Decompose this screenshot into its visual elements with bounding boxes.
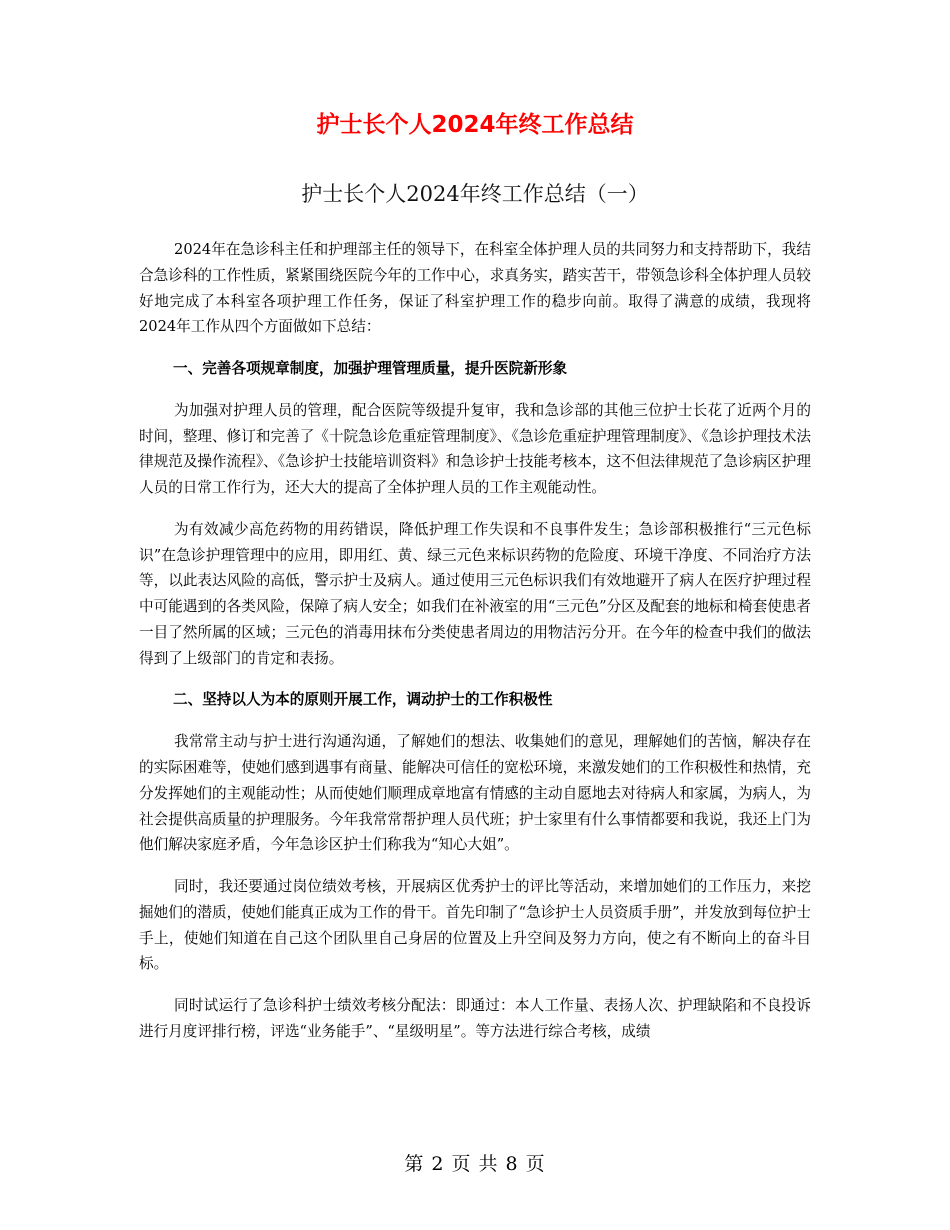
body-paragraph: 为有效减少高危药物的用药错误，降低护理工作失误和不良事件发生；急诊部积极推行“三元色标识”在急诊护理管理中的应用，即用红、黄、绿三元色来标识药物的危险度、环境干净度、不同治疗方法等，以此表达风险的高低，警示护士及病人。通过使用三元色标识我们有效地避开了病人在医疗护理过程中可能遇到的各类风险，保障了病人安全；如我们在补液室的用“三元色”分区及配套的地标和椅套使患者一目了然所属的区域；三元色的消毒用抹布分类使患者周边的用物洁污分开。在今年的检查中我们的做法得到了上级部门的肯定和表扬。 — [139, 520, 811, 667]
body-paragraph: 我常常主动与护士进行沟通沟通，了解她们的想法、收集她们的意见，理解她们的苦恼，解决存在的实际困难等，使她们感到遇事有商量、能解决可信任的宽松环境，来激发她们的工作积极性和热情，充分发挥她们的主观能动性；从而使她们顺理成章地富有情感的主动自愿地去对待病人和家属，为病人，为社会提供高质量的护理服务。今年我常常帮护理人员代班；护士家里有什么事情都要和我说，我还上门为他们解决家庭矛盾，今年急诊区护士们称我为“知心大姐”。 — [139, 733, 811, 854]
section-heading: 一、完善各项规章制度，加强护理管理质量，提升医院新形象 — [173, 359, 568, 377]
body-paragraph: 为加强对护理人员的管理，配合医院等级提升复审，我和急诊部的其他三位护士长花了近两个月的时间，整理、修订和完善了《十院急诊危重症管理制度》、《急诊危重症护理管理制度》、《急诊护理技术法律规范及操作流程》、《急诊护士技能培训资料》和急诊护士技能考核本，这不但法律规范了急诊病区护理人员的日常工作行为，还大大的提高了全体护理人员的工作主观能动性。 — [139, 401, 811, 497]
document-title: 护士长个人2024年终工作总结 — [316, 112, 634, 138]
section-heading: 二、坚持以人为本的原则开展工作，调动护士的工作积极性 — [173, 691, 553, 709]
body-paragraph: 同时，我还要通过岗位绩效考核，开展病区优秀护士的评比等活动，来增加她们的工作压力，来挖掘她们的潜质，使她们能真正成为工作的骨干。首先印制了“急诊护士人员资质手册”，并发放到每位护士手上，使她们知道在自己这个团队里自己身居的位置及上升空间及努力方向，使之有不断向上的奋斗目标。 — [139, 877, 811, 973]
document-body — [139, 237, 811, 1060]
body-paragraph: 2024年在急诊科主任和护理部主任的领导下，在科室全体护理人员的共同努力和支持帮助下，我结合急诊科的工作性质，紧紧围绕医院今年的工作中心，求真务实，踏实苦干，带领急诊科全体护理人员较好地完成了本科室各项护理工作任务，保证了科室护理工作的稳步向前。取得了满意的成绩，我现将2024年工作从四个方面做如下总结： — [139, 241, 811, 336]
document-subtitle: 护士长个人2024年终工作总结（一） — [301, 182, 649, 206]
body-paragraph: 同时试运行了急诊科护士绩效考核分配法：即通过：本人工作量、表扬人次、护理缺陷和不良投诉进行月度评排行榜，评选“业务能手”、“星级明星”。等方法进行综合考核，成绩 — [139, 996, 811, 1040]
page-footer: 第 2 页 共 8 页 — [404, 1153, 546, 1175]
